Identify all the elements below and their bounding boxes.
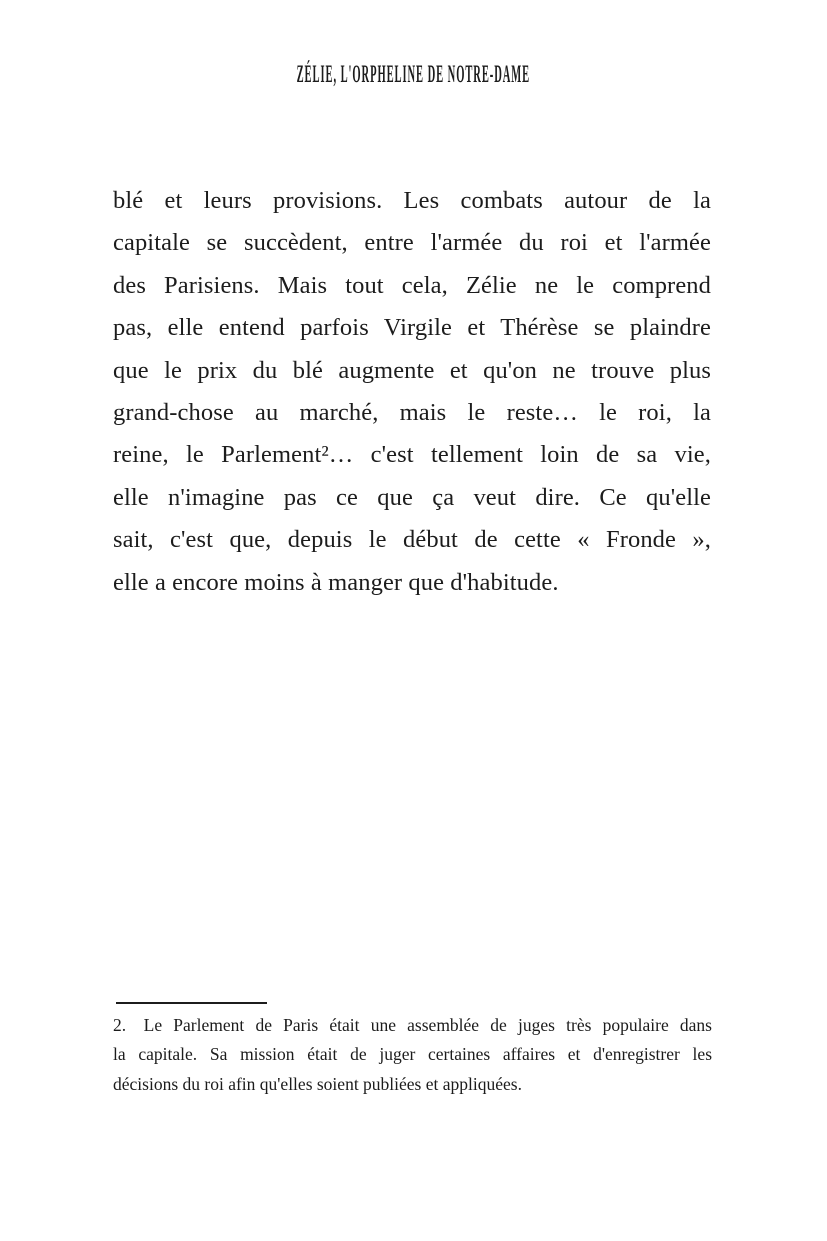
body-text-line: des Parisiens. Mais tout cela, Zélie ne le comprend xyxy=(113,271,711,299)
body-text-line: blé et leurs provisions. Les combats autour de la xyxy=(113,187,711,214)
footnote-text-line: la capitale. Sa mission était de juger certaines affaires et d'enregistrer les xyxy=(113,1044,712,1065)
footnote xyxy=(113,1011,712,1099)
body-text-line: sait, c'est que, depuis le début de cette « Fronde », xyxy=(113,526,711,554)
footnote-text-line: décisions du roi afin qu'elles soient publiées et appliquées. xyxy=(113,1073,522,1094)
body-text-line: capitale se succèdent, entre l'armée du roi et l'armée xyxy=(113,229,711,257)
running-header-title: ZÉLIE, L'ORPHELINE DE NOTRE-DAME xyxy=(296,59,531,88)
body-text-line: elle a encore moins à manger que d'habitude. xyxy=(113,568,559,596)
footnote-text-line: 2. Le Parlement de Paris était une assemblée de juges très populaire dans xyxy=(113,1015,712,1035)
body-paragraph xyxy=(113,180,711,604)
body-text-line: que le prix du blé augmente et qu'on ne trouve plus xyxy=(113,356,711,384)
running-header xyxy=(0,59,827,88)
footnote-separator xyxy=(116,1002,267,1004)
body-text-line: elle n'imagine pas ce que ça veut dire. Ce qu'elle xyxy=(113,483,711,511)
body-text-line: pas, elle entend parfois Virgile et Thérèse se plaindre xyxy=(113,314,711,342)
body-text-line: grand-chose au marché, mais le reste… le roi, la xyxy=(113,398,711,426)
body-text-line-with-footnote-ref: reine, le Parlement²… c'est tellement loin de sa vie, xyxy=(113,441,711,469)
